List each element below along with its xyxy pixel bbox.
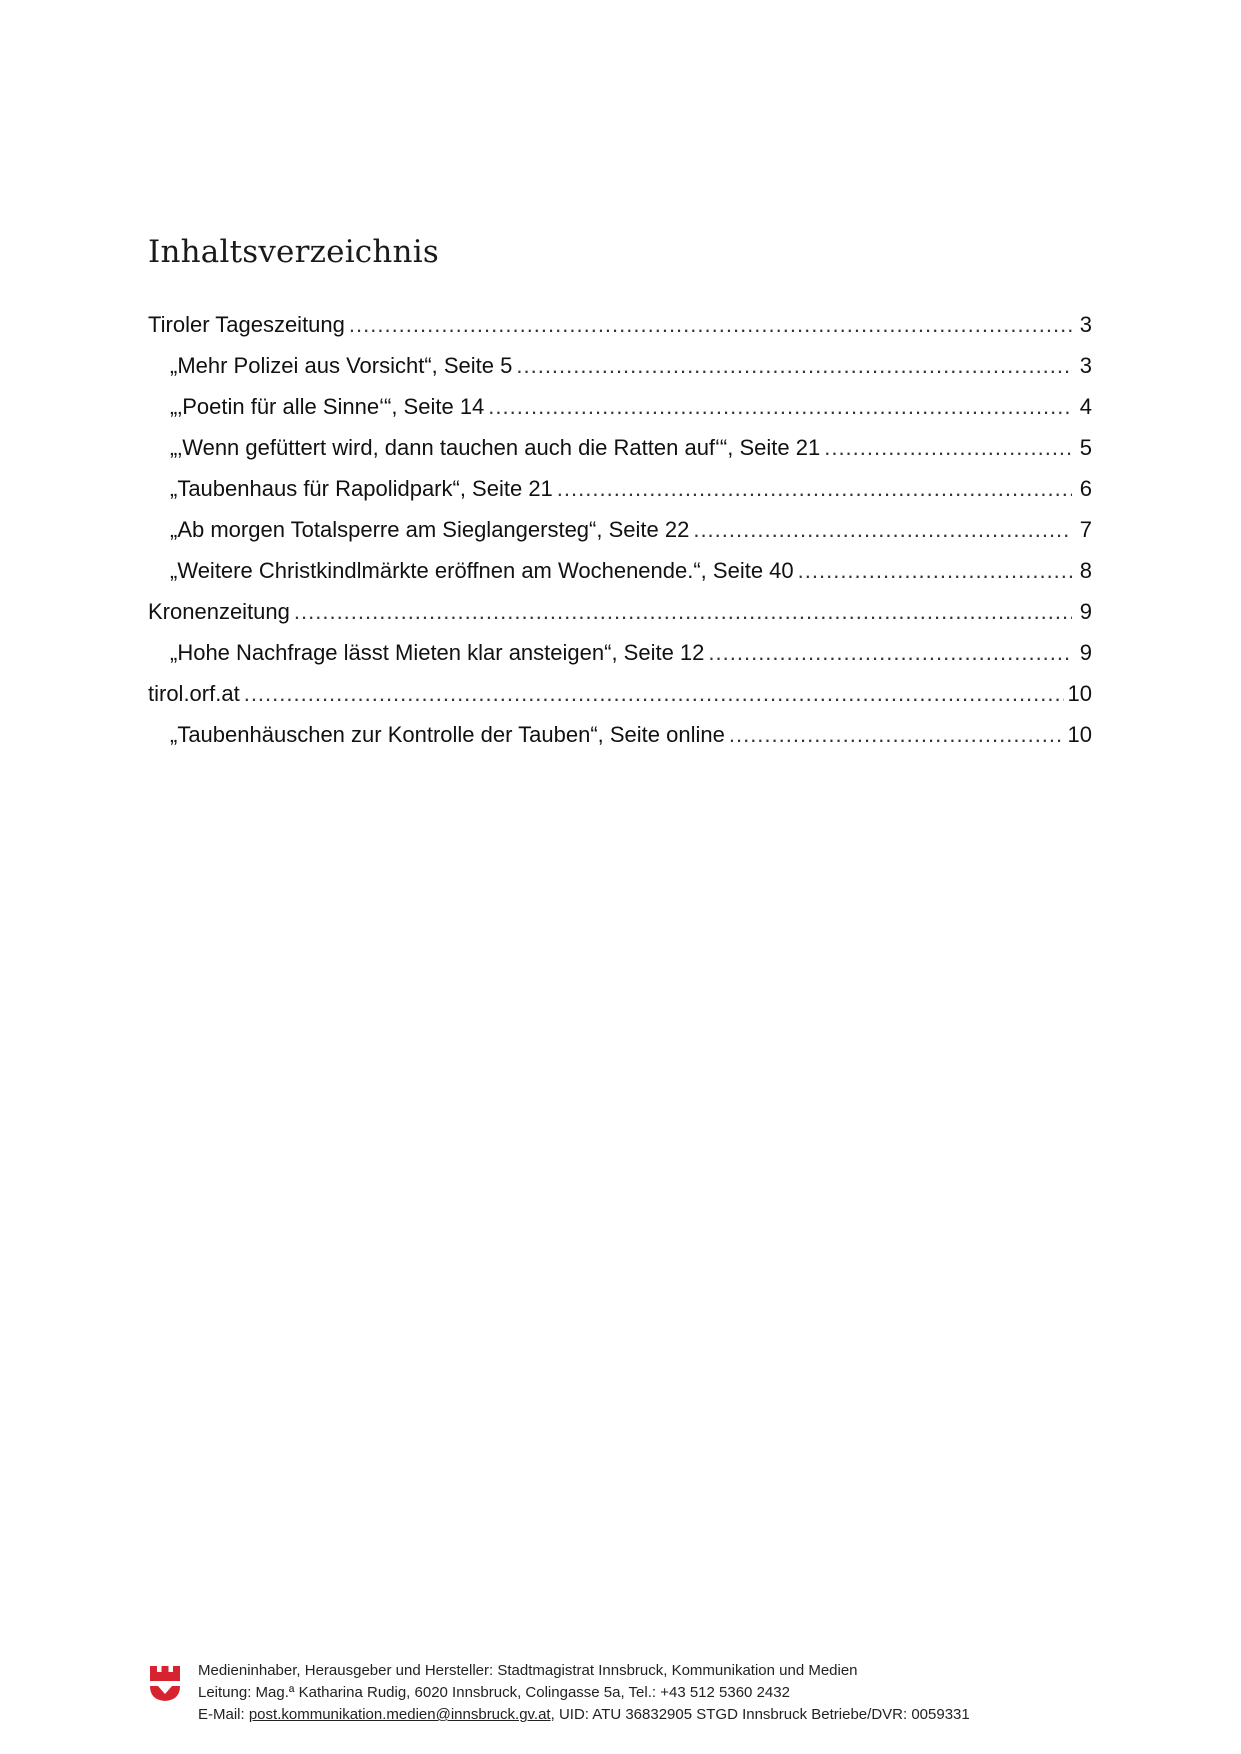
- toc-entry-label: Kronenzeitung: [148, 599, 290, 624]
- toc-title: Inhaltsverzeichnis: [148, 234, 439, 270]
- footer-line-contact: [198, 1704, 970, 1726]
- toc-entry-label: „Mehr Polizei aus Vorsicht“, Seite 5: [170, 353, 513, 378]
- toc-entry-label: „‚Poetin für alle Sinne‘“, Seite 14: [170, 394, 485, 419]
- toc-entry-mehr-polizei[interactable]: [148, 345, 1092, 386]
- footer-email-link[interactable]: post.kommunikation.medien@innsbruck.gv.at: [248, 1706, 551, 1723]
- dot-leader: [244, 673, 1064, 714]
- toc-entry-label: „Hohe Nachfrage lässt Mieten klar ansteigen“, Seite 12: [170, 640, 705, 665]
- dot-leader: [729, 714, 1064, 755]
- toc-page-number: 5: [1079, 435, 1092, 460]
- page-footer: [150, 1660, 1080, 1726]
- toc-page-number: 4: [1079, 394, 1092, 419]
- dot-leader: [557, 468, 1072, 509]
- toc-entry-tiroler-tageszeitung[interactable]: [148, 304, 1092, 345]
- toc-entry-taubenhaus[interactable]: [148, 468, 1092, 509]
- toc-page-number: 9: [1079, 640, 1092, 665]
- toc-entry-mieten[interactable]: [148, 632, 1092, 673]
- dot-leader: [824, 427, 1072, 468]
- toc-entry-ratten[interactable]: [148, 427, 1092, 468]
- footer-line-management: Leitung: Mag.ª Katharina Rudig, 6020 Innsbruck, Colingasse 5a, Tel.: +43 512 5360 2432: [198, 1684, 790, 1701]
- dot-leader: [349, 304, 1072, 345]
- footer-imprint: [198, 1660, 970, 1726]
- toc-page-number: 6: [1079, 476, 1092, 501]
- innsbruck-logo-icon: [150, 1664, 180, 1702]
- toc-entry-kronenzeitung[interactable]: [148, 591, 1092, 632]
- toc-entry-label: „‚Wenn gefüttert wird, dann tauchen auch die Ratten auf‘“, Seite 21: [170, 435, 821, 460]
- dot-leader: [708, 632, 1072, 673]
- toc-entry-taubenhaeuschen[interactable]: [148, 714, 1092, 755]
- footer-email-prefix: E-Mail:: [198, 1706, 249, 1723]
- toc-entry-label: Tiroler Tageszeitung: [148, 312, 345, 337]
- toc-entry-poetin[interactable]: [148, 386, 1092, 427]
- toc-entry-totalsperre[interactable]: [148, 509, 1092, 550]
- toc-page-number: 3: [1079, 353, 1092, 378]
- table-of-contents: [148, 304, 1092, 755]
- dot-leader: [294, 591, 1072, 632]
- toc-entry-label: tirol.orf.at: [148, 681, 240, 706]
- footer-uid: , UID: ATU 36832905 STGD Innsbruck Betriebe/DVR: 0059331: [550, 1706, 970, 1723]
- toc-entry-label: „Taubenhäuschen zur Kontrolle der Tauben“, Seite online: [170, 722, 725, 747]
- toc-page-number: 10: [1067, 722, 1092, 747]
- toc-page-number: 3: [1079, 312, 1092, 337]
- toc-page-number: 7: [1079, 517, 1092, 542]
- toc-page-number: 8: [1079, 558, 1092, 583]
- dot-leader: [798, 550, 1072, 591]
- toc-page-number: 9: [1079, 599, 1092, 624]
- dot-leader: [693, 509, 1072, 550]
- toc-entry-christkindlmaerkte[interactable]: [148, 550, 1092, 591]
- dot-leader: [488, 386, 1072, 427]
- toc-entry-label: „Weitere Christkindlmärkte eröffnen am Wochenende.“, Seite 40: [170, 558, 794, 583]
- dot-leader: [516, 345, 1072, 386]
- footer-line-publisher: Medieninhaber, Herausgeber und Hersteller: Stadtmagistrat Innsbruck, Kommunikation und Medien: [198, 1662, 858, 1679]
- toc-entry-label: „Ab morgen Totalsperre am Sieglangersteg“, Seite 22: [170, 517, 690, 542]
- toc-entry-tirol-orf-at[interactable]: [148, 673, 1092, 714]
- toc-entry-label: „Taubenhaus für Rapolidpark“, Seite 21: [170, 476, 553, 501]
- toc-page-number: 10: [1067, 681, 1092, 706]
